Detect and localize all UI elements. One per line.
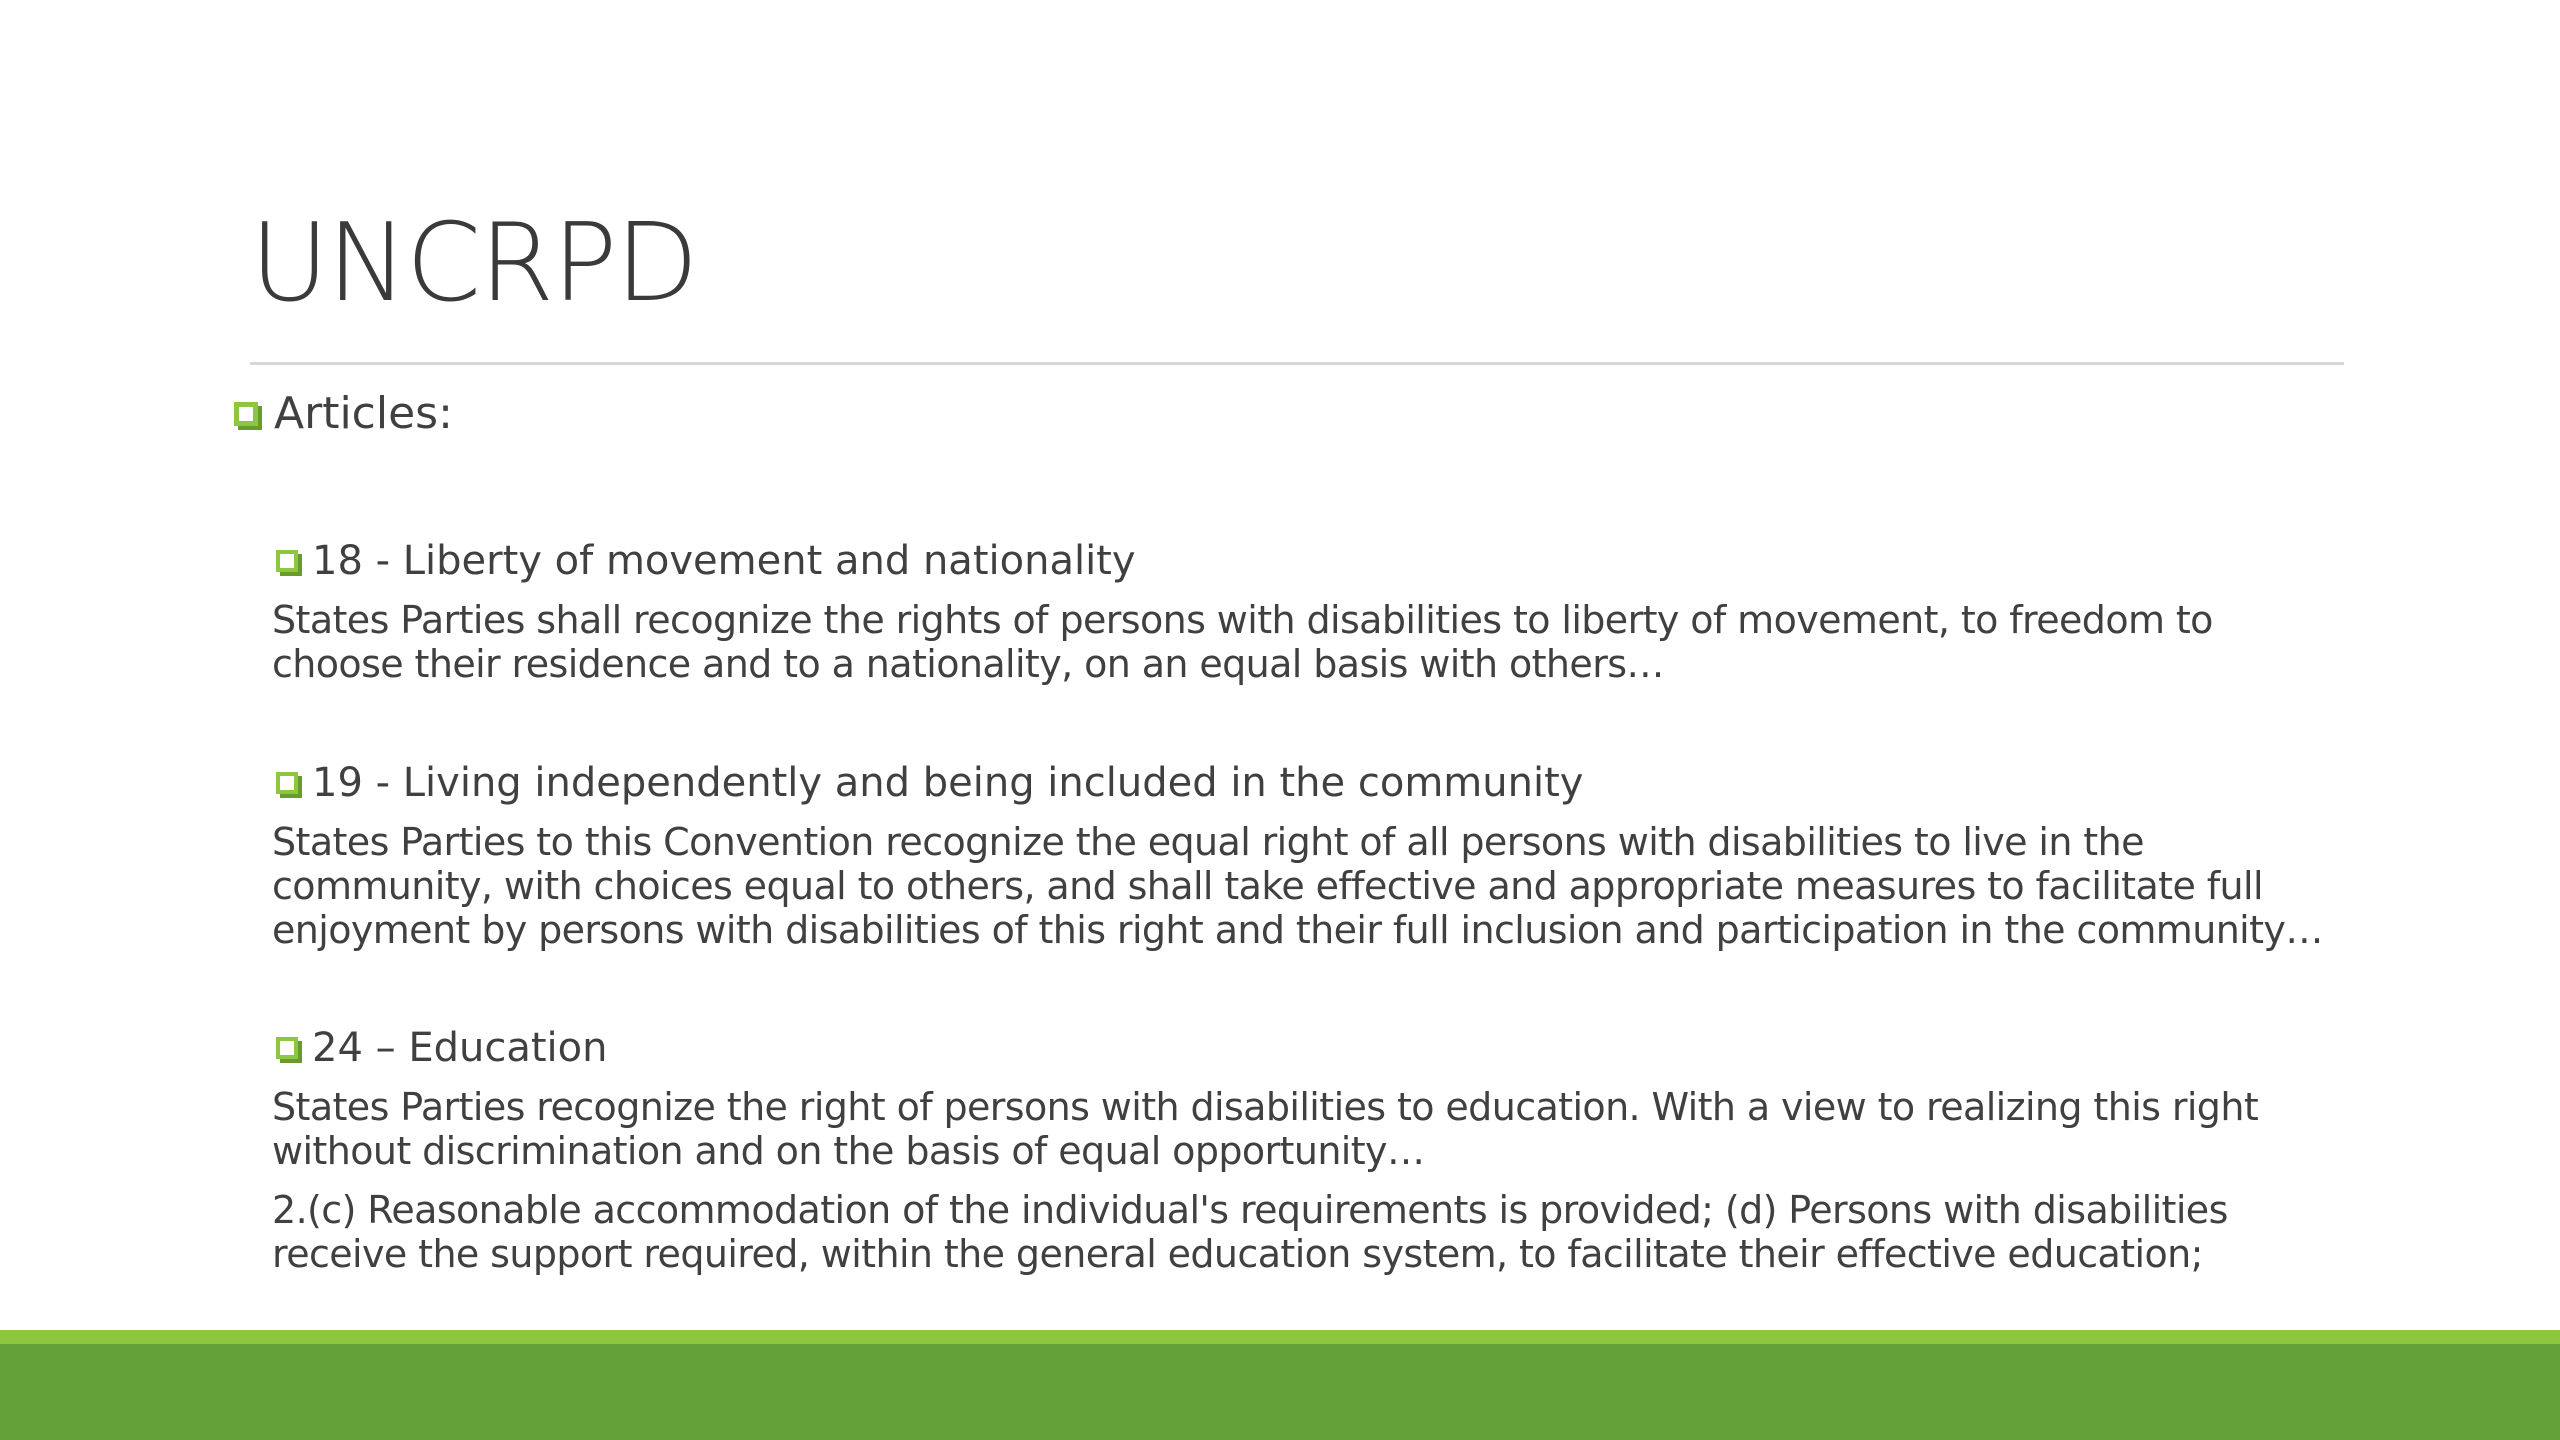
footer-band	[0, 1344, 2560, 1440]
footer-accent-stripe	[0, 1330, 2560, 1344]
article-24-paragraph-1: States Parties recognize the right of persons with disabilities to education. With a view to realizing this right without discrimination and on the basis of equal opportunity…	[272, 1085, 2259, 1173]
square-bullet-icon	[234, 402, 258, 426]
square-bullet-icon	[276, 550, 298, 572]
article-24-heading-text: 24 – Education	[312, 1025, 608, 1071]
article-19-heading-text: 19 - Living independently and being included in the community	[312, 760, 1584, 806]
article-18-paragraph: States Parties shall recognize the rights of persons with disabilities to liberty of movement, to freedom to choose their residence and to a nationality, on an equal basis with others…	[272, 598, 2213, 686]
square-bullet-icon	[276, 1037, 298, 1059]
bullet-articles	[234, 388, 453, 439]
article-24-heading	[276, 1025, 607, 1071]
article-19-heading	[276, 760, 1583, 806]
article-18-heading	[276, 538, 1136, 584]
square-bullet-icon	[276, 772, 298, 794]
slide-title: UNCRPD	[250, 201, 697, 326]
bullet-articles-label: Articles:	[274, 388, 453, 439]
article-19-paragraph: States Parties to this Convention recognize the equal right of all persons with disabilities to live in the community, with choices equal to others, and shall take effective and appropriate measures to facilitate full enjoyment by persons with disabilities of this right and their full inclusion and participation in the community…	[272, 820, 2323, 952]
article-18-heading-text: 18 - Liberty of movement and nationality	[312, 538, 1136, 584]
title-divider	[250, 362, 2344, 365]
article-24-paragraph-2: 2.(c) Reasonable accommodation of the individual's requirements is provided; (d) Persons with disabilities receive the support required, within the general education system, to facilitate their effective education;	[272, 1188, 2228, 1276]
